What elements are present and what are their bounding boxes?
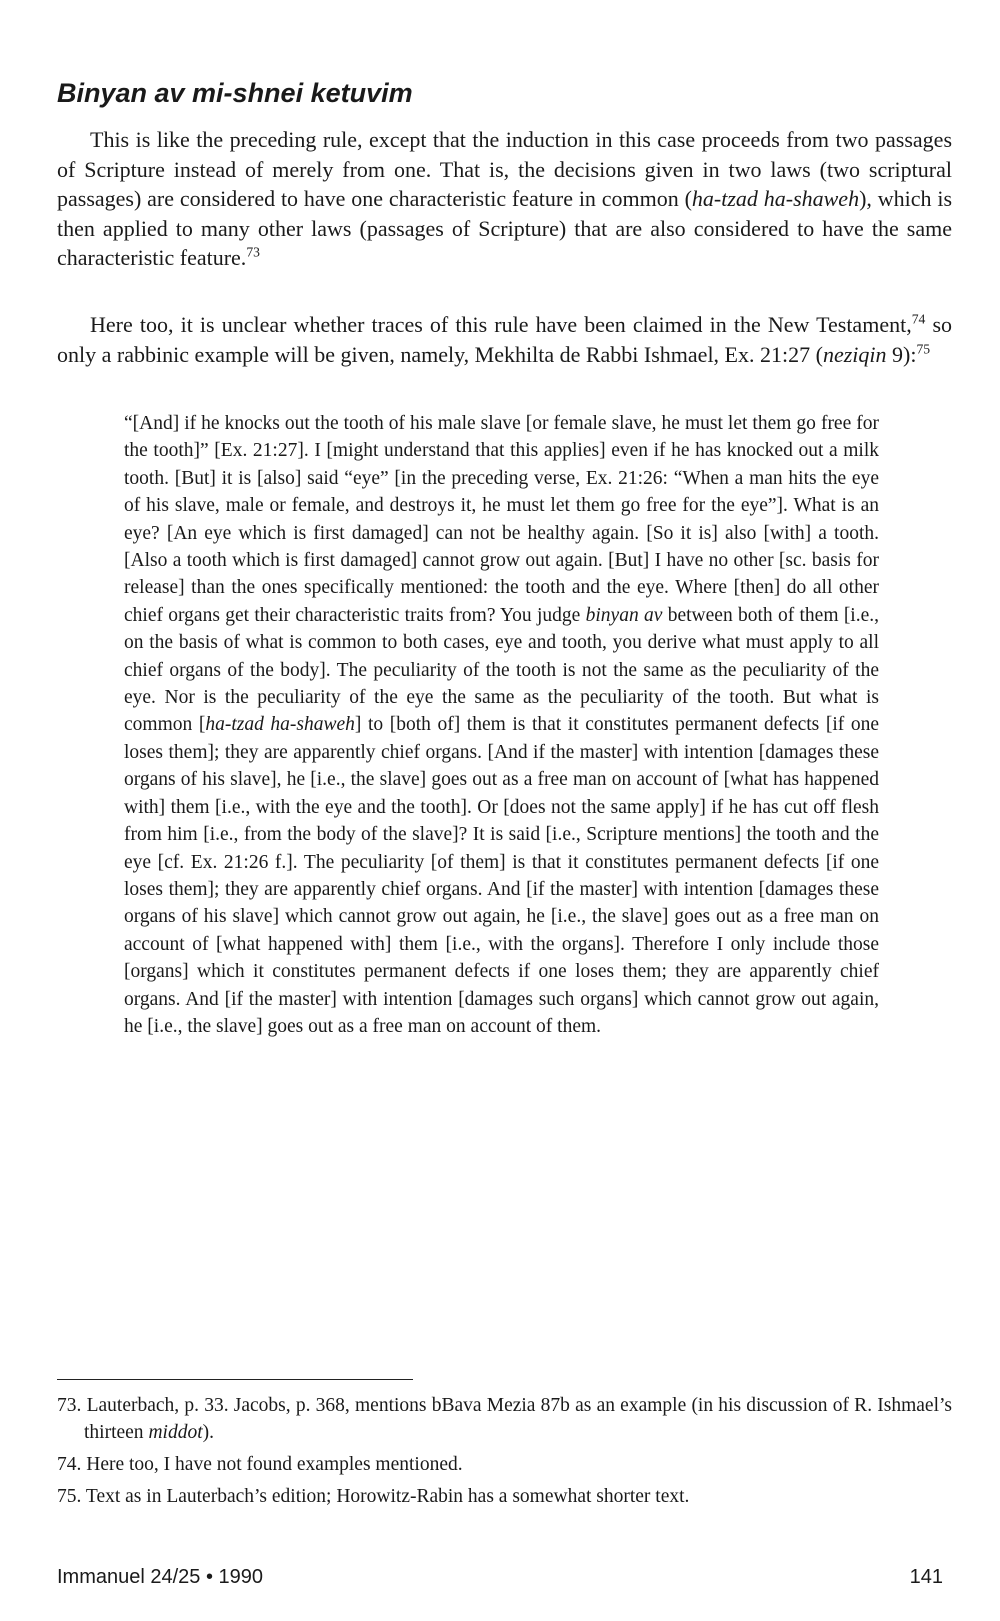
- footnote-74-text: Here too, I have not found examples mentioned.: [86, 1454, 463, 1475]
- page-number: 141: [909, 1566, 943, 1588]
- footnote-73-number: 73.: [57, 1395, 82, 1416]
- footnote-74: [57, 1451, 952, 1478]
- quote-term-ha-tzad-ha-shaweh: ha-tzad ha-shaweh: [205, 714, 355, 736]
- footnote-75-number: 75.: [57, 1486, 82, 1507]
- footnote-divider: [57, 1379, 413, 1380]
- footnote-73-text-b: ).: [202, 1422, 214, 1443]
- journal-footer: Immanuel 24/25 • 1990: [57, 1566, 264, 1588]
- block-quote: [124, 410, 879, 1040]
- paragraph-2-term: neziqin: [822, 341, 887, 367]
- footnote-73-term: middot: [148, 1422, 203, 1443]
- paragraph-1-term: ha-tzad ha-shaweh: [691, 186, 860, 212]
- footnote-ref-74: 74: [911, 311, 926, 327]
- footnote-74-number: 74.: [57, 1454, 82, 1475]
- footnote-ref-75: 75: [916, 341, 931, 357]
- footnotes: [57, 1392, 952, 1515]
- paragraph-2-text-c: 9):: [886, 341, 917, 367]
- footnote-75-text: Text as in Lauterbach’s edition; Horowitz-Rabin has a somewhat shorter text.: [85, 1486, 690, 1507]
- footnote-ref-73: 73: [246, 245, 260, 261]
- paragraph-2-text-b: so only a rabbinic example will be given, namely, Mekhilta de Rabbi Ishmael, Ex. 21:27 (: [57, 312, 953, 367]
- quote-text-b: between both of them [i.e., on the basis of what is common to both cases, eye and tooth, you derive what must apply to all chief organs of the body]. The peculiarity of the tooth is not the same as the peculiarity of the eye. Nor is the peculiarity of the eye the same as the peculiarity of the tooth. But what is common [: [124, 604, 880, 736]
- paragraph-2: [57, 310, 952, 369]
- paragraph-2-text-a: Here too, it is unclear whether traces of this rule have been claimed in the New Testament,: [90, 312, 912, 337]
- quote-text-a: “[And] if he knocks out the tooth of his male slave [or female slave, he must let them go free for the tooth]” [Ex. 21:27]. I [might understand that this applies] even if he has knocked out a milk tooth. [But] it is [also] said “eye” [in the preceding verse, Ex. 21:26: “When a man hits the eye of his slave, male or female, and destroys it, he must let them go free for the eye”]. What is an eye? [An eye which is first damaged] can not be healthy again. [So it is] also [with] a tooth. [Also a tooth which is first damaged] cannot grow out again. [But] I have no other [sc. basis for release] than the ones specifically mentioned: the tooth and the eye. Where [then] do all other chief organs get their characteristic traits from? You judge: [124, 413, 879, 626]
- paragraph-1-text-b: ), which is then applied to many other laws (passages of Scripture) that are also considered to have the same characteristic feature.: [57, 186, 953, 271]
- footnote-75: [57, 1483, 952, 1510]
- quote-term-binyan-av: binyan av: [585, 604, 663, 626]
- quote-text-c: ] to [both of] them is that it constitutes permanent defects [if one loses them]; they are apparently chief organs. [And if the master] with intention [damages these organs of his slave], he [i.e., the slave] goes out as a free man on account of [what has happened with] them [i.e., with the eye and the tooth]. Or [does not the same apply] if he has cut off flesh from him [i.e., from the body of the slave]? It is said [i.e., Scripture mentions] the tooth and the eye [cf. Ex. 21:26 f.]. The peculiarity [of them] is that it constitutes permanent defects [if one loses them]; they are apparently chief organs. And [if the master] with intention [damages these organs of his slave] which cannot grow out again, he [i.e., the slave] goes out as a free man on account of [what happened with] them [i.e., with the organs]. Therefore I only include those [organs] which it constitutes permanent defects if one loses them; they are apparently chief organs. And [if the master] with intention [damages such organs] which cannot grow out again, he [i.e., the slave] goes out as a free man on account of them.: [124, 714, 879, 1037]
- section-heading: Binyan av mi-shnei ketuvim: [57, 78, 413, 108]
- footnote-73: [57, 1392, 952, 1446]
- footnote-73-text-a: Lauterbach, p. 33. Jacobs, p. 368, mentions bBava Mezia 87b as an example (in his discussion of R. Ishmael’s thirteen: [84, 1395, 953, 1443]
- paragraph-1: [57, 125, 952, 273]
- paragraph-1-text-a: This is like the preceding rule, except that the induction in this case proceeds from two passages of Scripture instead of merely from one. That is, the decisions given in two laws (two scriptural passages) are considered to have one characteristic feature in common (: [57, 127, 952, 212]
